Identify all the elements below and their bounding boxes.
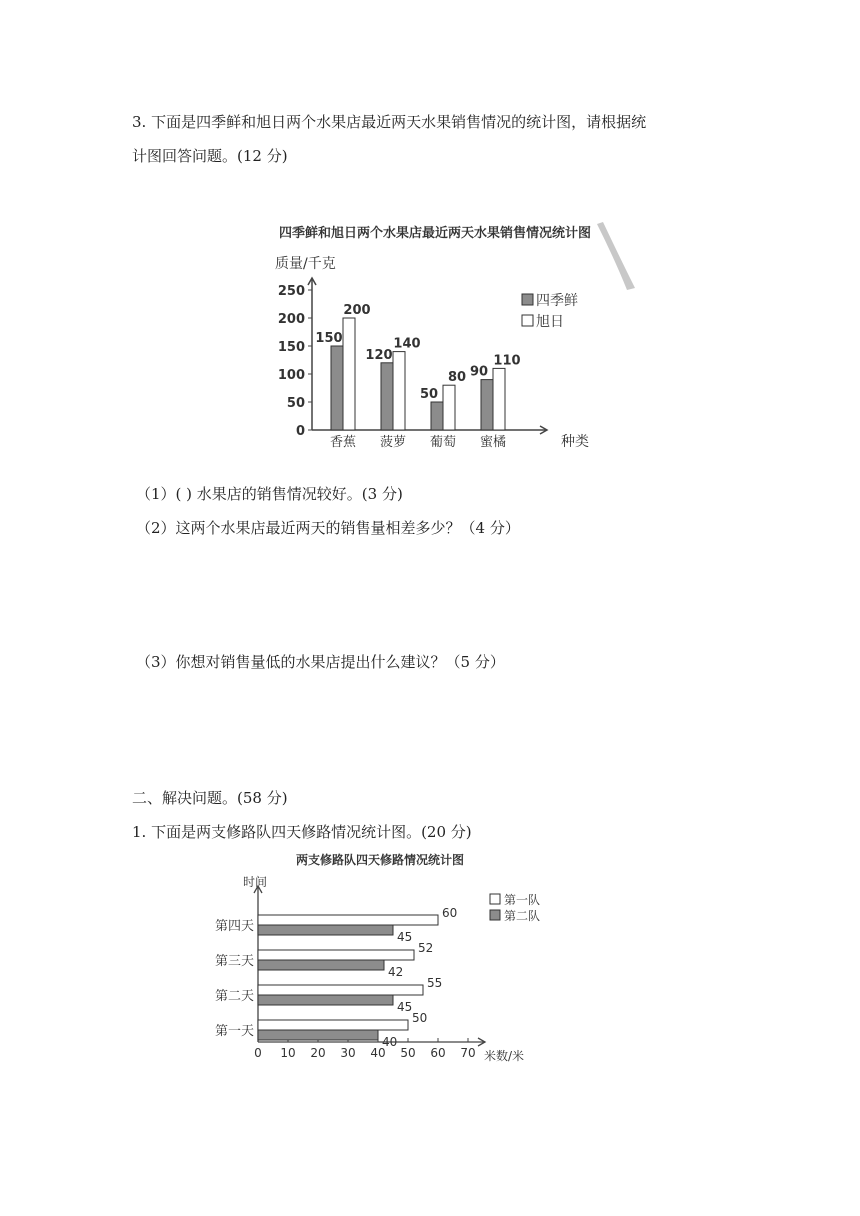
chart1-y-tick-label: 150 xyxy=(277,340,305,355)
chart2-bar xyxy=(258,985,423,995)
chart1-bar xyxy=(443,385,455,430)
chart2-category-label: 第三天 xyxy=(214,954,254,969)
chart1-data-label: 150 xyxy=(315,331,343,346)
chart2-x-tick-label: 0 xyxy=(254,1046,262,1060)
fruit-sales-bar-chart xyxy=(235,218,655,453)
chart1-bar xyxy=(331,346,343,430)
chart2-x-tick-label: 20 xyxy=(310,1046,326,1060)
chart1-data-label: 140 xyxy=(393,336,421,352)
chart2-data-label: 50 xyxy=(412,1011,428,1025)
chart2-x-tick-label: 70 xyxy=(460,1046,476,1060)
chart2-x-tick-label: 60 xyxy=(430,1046,446,1060)
question-3: （3）你想对销售量低的水果店提出什么建议？（5 分） xyxy=(136,653,505,671)
chart2-bar xyxy=(258,995,393,1005)
chart2-legend-swatch xyxy=(490,910,500,920)
chart2-title: 两支修路队四天修路情况统计图 xyxy=(295,853,465,867)
chart1-legend-swatch xyxy=(522,294,533,305)
chart1-data-label: 200 xyxy=(343,303,371,318)
road-repair-bar-chart xyxy=(195,846,565,1071)
chart2-bar xyxy=(258,950,414,960)
question-1: （1）( ) 水果店的销售情况较好。(3 分) xyxy=(136,485,403,503)
chart1-data-label: 90 xyxy=(469,364,489,380)
question-2: （2）这两个水果店最近两天的销售量相差多少？（4 分） xyxy=(136,519,520,537)
chart2-legend-swatch xyxy=(490,894,500,904)
chart1-x-axis-label: 种类 xyxy=(561,434,589,450)
chart2-data-label: 45 xyxy=(397,1000,413,1014)
problem3-line1: 3. 下面是四季鲜和旭日两个水果店最近两天水果销售情况的统计图，请根据统 xyxy=(132,113,647,131)
chart2-category-label: 第二天 xyxy=(214,989,254,1004)
chart1-bar xyxy=(431,402,443,430)
chart2-data-label: 42 xyxy=(388,965,404,979)
chart2-x-tick-label: 50 xyxy=(400,1046,416,1060)
chart2-legend-label: 第二队 xyxy=(504,909,541,923)
chart2-bar xyxy=(258,960,384,970)
chart2-data-label: 45 xyxy=(397,930,413,944)
chart2-category-label: 第四天 xyxy=(214,919,254,934)
chart1-bar xyxy=(481,380,493,430)
chart1-data-label: 110 xyxy=(493,353,521,369)
chart2-x-tick-label: 30 xyxy=(340,1046,356,1060)
chart2-x-axis-label: 米数/米 xyxy=(484,1049,525,1063)
chart2-data-label: 40 xyxy=(382,1035,398,1049)
chart2-bar xyxy=(258,1030,378,1040)
chart1-bar xyxy=(393,352,405,430)
chart1-bar xyxy=(381,363,393,430)
chart1-data-label: 50 xyxy=(419,387,439,402)
chart2-bar xyxy=(258,915,438,925)
chart2-category-label: 第一天 xyxy=(214,1024,254,1039)
chart1-bar xyxy=(493,368,505,430)
chart2-y-axis-label: 时间 xyxy=(243,875,268,889)
chart1-category-label: 葡萄 xyxy=(429,435,457,450)
chart1-y-tick-label: 200 xyxy=(277,312,305,327)
chart1-y-axis-label: 质量/千克 xyxy=(275,256,336,272)
chart1-legend-label: 四季鲜 xyxy=(536,293,578,309)
chart1-bar xyxy=(343,318,355,430)
chart1-y-tick-label: 250 xyxy=(277,284,305,299)
chart1-y-tick-label: 0 xyxy=(295,424,305,439)
chart1-y-tick-label: 100 xyxy=(277,368,305,383)
chart1-legend-swatch xyxy=(522,315,533,326)
chart2-data-label: 55 xyxy=(427,976,443,990)
chart1-title: 四季鲜和旭日两个水果店最近两天水果销售情况统计图 xyxy=(278,226,592,241)
chart2-x-tick-label: 40 xyxy=(370,1046,386,1060)
chart2-x-tick-label: 10 xyxy=(280,1046,296,1060)
chart1-y-tick-label: 50 xyxy=(286,396,305,411)
chart1-category-label: 菠萝 xyxy=(379,435,407,450)
page-curl-decoration xyxy=(597,222,635,290)
chart1-data-label: 80 xyxy=(447,370,467,386)
chart1-legend-label: 旭日 xyxy=(536,314,564,330)
chart2-legend-label: 第一队 xyxy=(504,893,541,907)
chart2-data-label: 52 xyxy=(418,941,434,955)
chart1-category-label: 蜜橘 xyxy=(479,435,507,450)
chart2-bar xyxy=(258,925,393,935)
chart1-category-label: 香蕉 xyxy=(329,435,357,450)
section-heading: 二、解决问题。(58 分) xyxy=(132,789,288,807)
chart1-data-label: 120 xyxy=(365,347,393,363)
problem3-line2: 计图回答问题。(12 分) xyxy=(132,147,288,165)
chart2-data-label: 60 xyxy=(442,906,458,920)
problem1-text: 1. 下面是两支修路队四天修路情况统计图。(20 分) xyxy=(132,823,472,841)
chart2-bar xyxy=(258,1020,408,1030)
